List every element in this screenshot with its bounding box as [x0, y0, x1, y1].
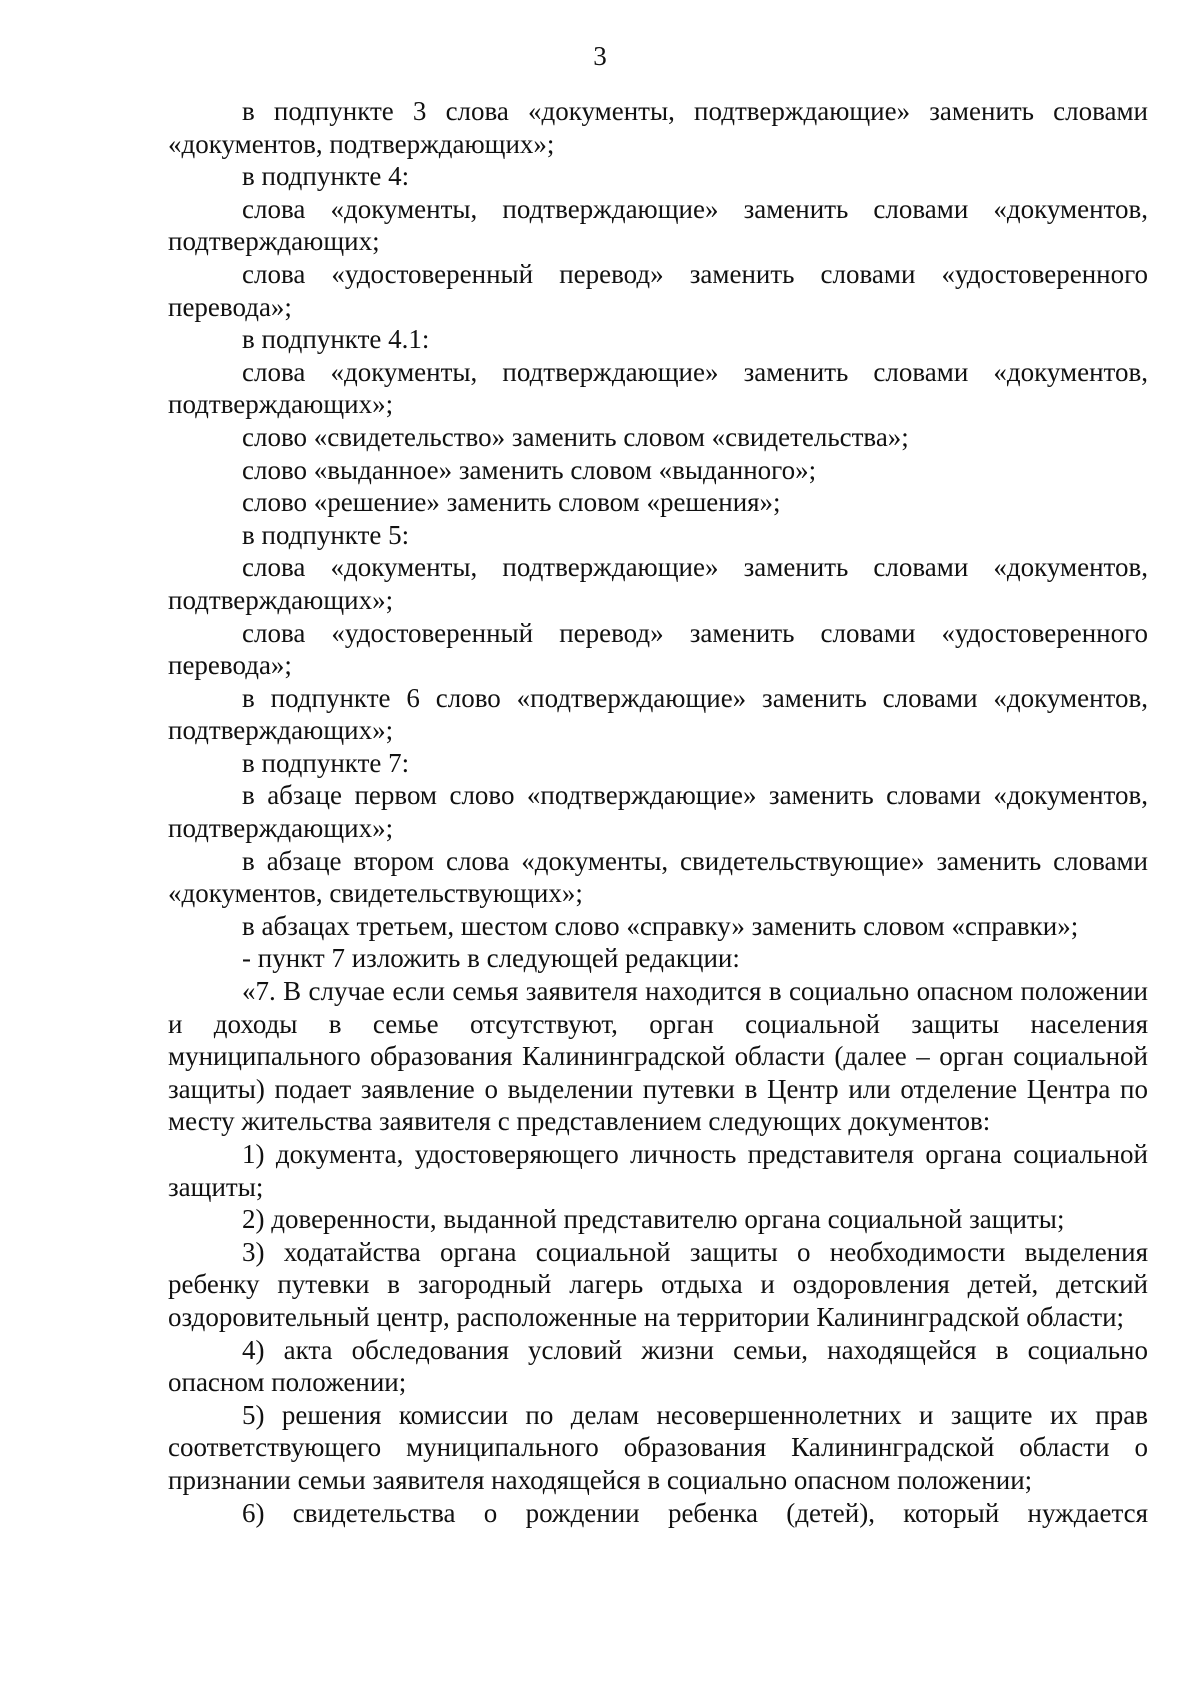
document-body — [168, 95, 1148, 1529]
paragraph: в абзаце первом слово «подтверждающие» заменить словами «документов, подтверждающих»; — [168, 780, 1148, 844]
paragraph: «7. В случае если семья заявителя находится в социально опасном положении и доходы в семье отсутствуют, орган социальной защиты населения муниципального образования Калининградской области (далее – орган социальной защиты) подает заявление о выделении путевки в Центр или отделение Центра по месту жительства заявителя с представлением следующих документов: — [168, 976, 1148, 1137]
paragraph: 2) доверенности, выданной представителю органа социальной защиты; — [242, 1204, 1065, 1235]
paragraph: в подпункте 7: — [242, 747, 410, 778]
paragraph: в подпункте 6 слово «подтверждающие» заменить словами «документов, подтверждающих»; — [168, 682, 1148, 746]
paragraph: слово «свидетельство» заменить словом «свидетельства»; — [242, 421, 909, 452]
page-number: 3 — [593, 41, 607, 71]
paragraph: слова «документы, подтверждающие» заменить словами «документов, подтверждающих»; — [168, 552, 1148, 615]
paragraph: в абзацах третьем, шестом слово «справку» заменить словом «справки»; — [242, 910, 1079, 941]
paragraph: слово «решение» заменить словом «решения»; — [242, 487, 781, 518]
paragraph: в подпункте 4.1: — [242, 324, 430, 355]
paragraph: 4) акта обследования условий жизни семьи, находящейся в социально опасном положении; — [168, 1334, 1148, 1398]
paragraph: в абзаце втором слова «документы, свидетельствующие» заменить словами «документов, свидетельствующих»; — [168, 845, 1148, 909]
paragraph: слова «документы, подтверждающие» заменить словами «документов, подтверждающих»; — [168, 356, 1148, 420]
paragraph: слова «удостоверенный перевод» заменить словами «удостоверенного перевода»; — [168, 617, 1148, 681]
paragraph: слова «удостоверенный перевод» заменить словами «удостоверенного перевода»; — [168, 258, 1148, 322]
paragraph: - пункт 7 изложить в следующей редакции: — [242, 943, 740, 974]
paragraph: в подпункте 4: — [242, 161, 410, 192]
paragraph: в подпункте 5: — [242, 519, 410, 550]
paragraph: в подпункте 3 слова «документы, подтверждающие» заменить словами «документов, подтверждающих»; — [168, 96, 1148, 159]
paragraph: 3) ходатайства органа социальной защиты о необходимости выделения ребенку путевки в загородный лагерь отдыха и оздоровления детей, детский оздоровительный центр, расположенные на территории Калининградской области; — [168, 1236, 1148, 1332]
paragraph: 6) свидетельства о рождении ребенка (детей), который нуждается — [242, 1497, 1148, 1528]
paragraph: 1) документа, удостоверяющего личность представителя органа социальной защиты; — [168, 1139, 1148, 1202]
paragraph: 5) решения комиссии по делам несовершеннолетних и защите их прав соответствующего муниципального образования Калининградской области о признании семьи заявителя находящейся в социально опасном положении; — [168, 1399, 1148, 1495]
paragraph: слово «выданное» заменить словом «выданного»; — [242, 454, 817, 485]
paragraph: слова «документы, подтверждающие» заменить словами «документов, подтверждающих; — [168, 193, 1148, 257]
